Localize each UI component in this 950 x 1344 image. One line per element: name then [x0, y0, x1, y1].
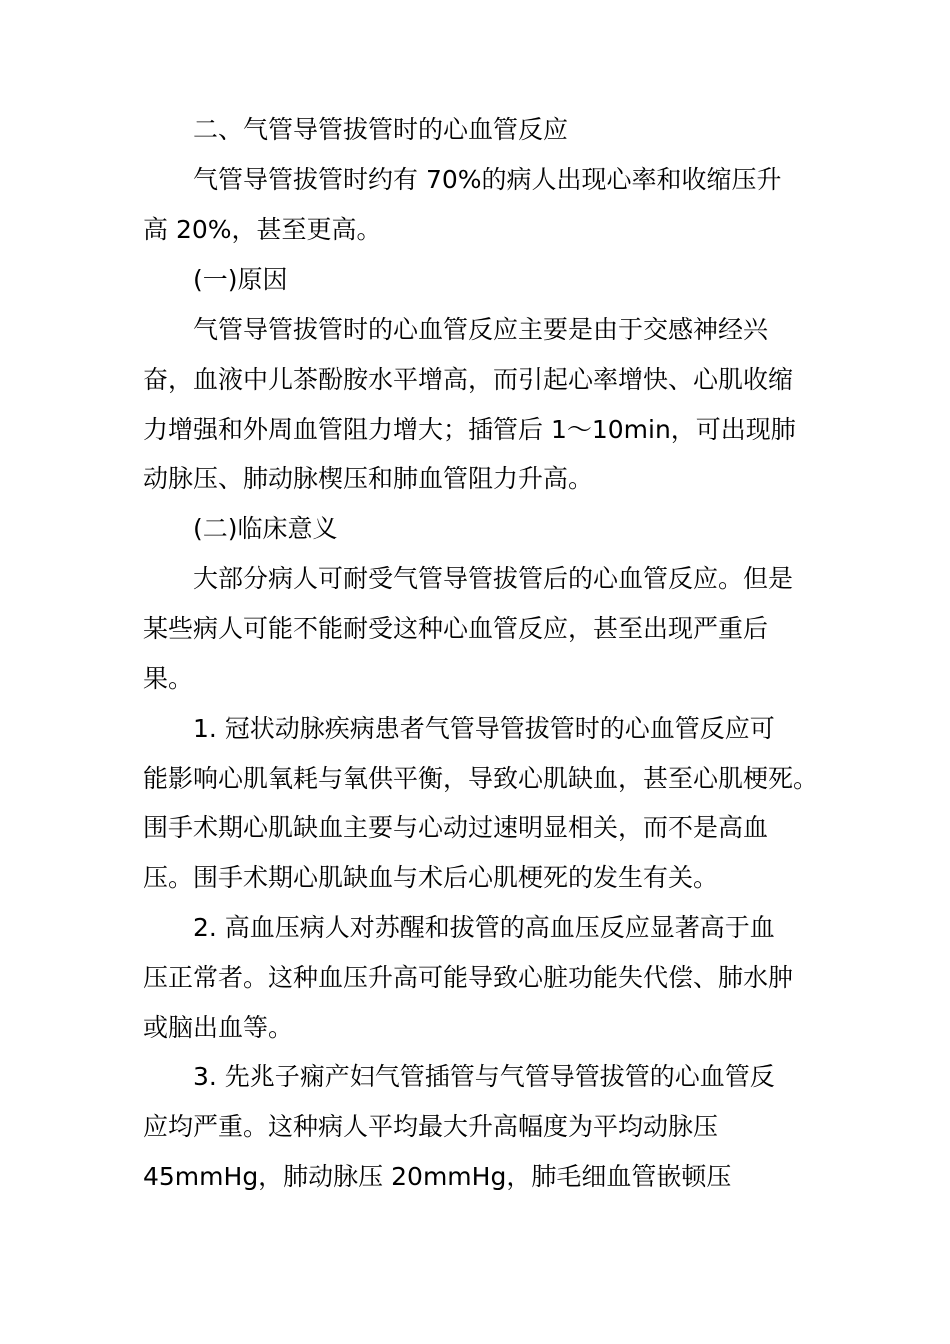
list-item-line: 2. 高血压病人对苏醒和拔管的高血压反应显著高于血	[193, 913, 775, 942]
paragraph-line: 奋，血液中儿茶酚胺水平增高，而引起心率增快、心肌收缩	[143, 365, 794, 394]
section-heading: 二、气管导管拔管时的心血管反应	[193, 115, 569, 144]
paragraph-line: 动脉压、肺动脉楔压和肺血管阻力升高。	[143, 464, 594, 493]
paragraph-line: 大部分病人可耐受气管导管拔管后的心血管反应。但是	[193, 564, 794, 593]
paragraph-line: 果。	[143, 664, 194, 693]
list-item-line: 3. 先兆子痫产妇气管插管与气管导管拔管的心血管反	[193, 1062, 775, 1091]
paragraph-line: 高 20%，甚至更高。	[143, 215, 382, 244]
paragraph-line: 力增强和外周血管阻力增大；插管后 1～10min，可出现肺	[143, 415, 796, 444]
paragraph-line: 气管导管拔管时约有 70%的病人出现心率和收缩压升	[193, 165, 782, 194]
list-item-line: 1. 冠状动脉疾病患者气管导管拔管时的心血管反应可	[193, 714, 775, 743]
paragraph-line: 围手术期心肌缺血主要与心动过速明显相关，而不是高血	[143, 813, 769, 842]
paragraph-line: 或脑出血等。	[143, 1013, 294, 1042]
paragraph-line: 某些病人可能不能耐受这种心血管反应，甚至出现严重后	[143, 614, 769, 643]
paragraph-line: 应均严重。这种病人平均最大升高幅度为平均动脉压	[143, 1112, 719, 1141]
paragraph-line: 气管导管拔管时的心血管反应主要是由于交感神经兴	[193, 315, 769, 344]
subsection-heading: (一)原因	[193, 265, 288, 294]
paragraph-line: 能影响心肌氧耗与氧供平衡，导致心肌缺血，甚至心肌梗死。	[143, 764, 819, 793]
paragraph-line: 压正常者。这种血压升高可能导致心脏功能失代偿、肺水肿	[143, 963, 794, 992]
paragraph-line: 压。围手术期心肌缺血与术后心肌梗死的发生有关。	[143, 863, 719, 892]
paragraph-line: 45mmHg，肺动脉压 20mmHg，肺毛细血管嵌顿压	[143, 1162, 732, 1191]
subsection-heading: (二)临床意义	[193, 514, 338, 543]
